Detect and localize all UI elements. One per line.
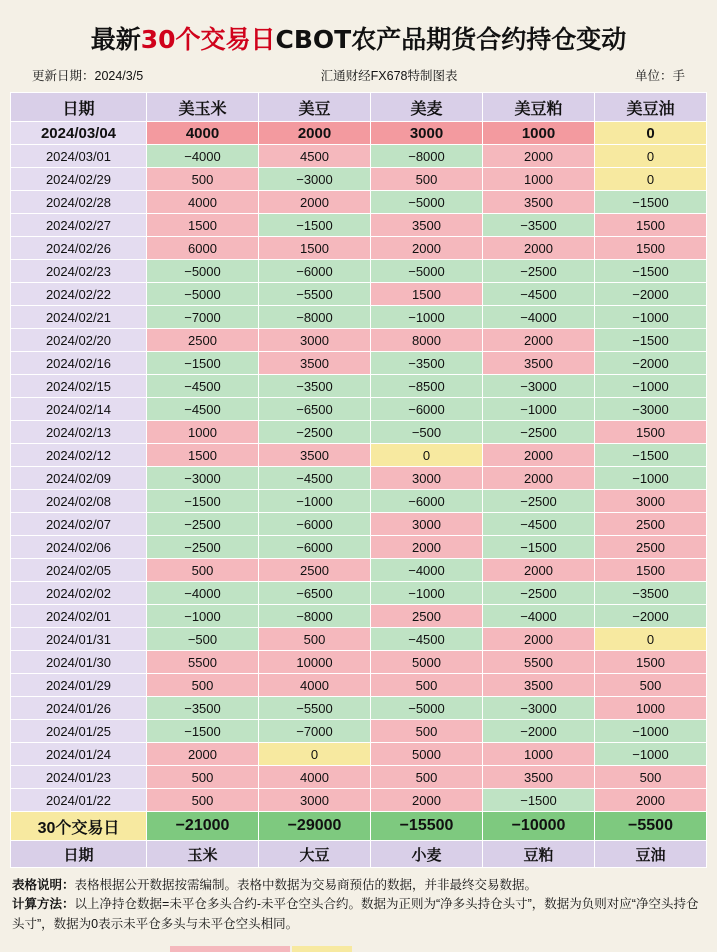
table-row [11, 697, 707, 720]
cell-美豆粕: 2000 [483, 559, 595, 582]
cell-美豆粕: −3000 [483, 697, 595, 720]
cell-美豆油: 2500 [595, 513, 707, 536]
cell-美麦: 500 [371, 720, 483, 743]
row-date: 2024/02/21 [11, 306, 147, 329]
table-row [11, 375, 707, 398]
row-date: 2024/03/04 [11, 122, 147, 145]
footer-header-row [11, 841, 707, 868]
notes-line-2-text: 以上净持仓数据=未平仓多头合约-未平仓空头合约。数据为正则为“净多头持仓头寸”，数据为负则对应“净空头持仓头寸”，数据为0表示未平仓多头与未平仓空头相同。 [12, 897, 699, 931]
cell-美豆: 4000 [259, 766, 371, 789]
cell-美玉米: −1500 [147, 352, 259, 375]
cell-美豆: −1000 [259, 490, 371, 513]
bottom-strip-yellow [292, 946, 352, 952]
cell-美玉米: 500 [147, 766, 259, 789]
cell-美豆: −2500 [259, 421, 371, 444]
page-title [10, 8, 707, 66]
cell-美麦: −8000 [371, 145, 483, 168]
cell-美豆粕: −2500 [483, 260, 595, 283]
table-row [11, 559, 707, 582]
cell-美豆: −3500 [259, 375, 371, 398]
cell-美玉米: 500 [147, 789, 259, 812]
row-date: 2024/02/06 [11, 536, 147, 559]
cell-美豆粕: −4500 [483, 283, 595, 306]
cell-美玉米: −500 [147, 628, 259, 651]
cell-美麦: 2000 [371, 789, 483, 812]
cell-美玉米: −3500 [147, 697, 259, 720]
cell-美玉米: 4000 [147, 122, 259, 145]
cell-美豆: 3500 [259, 352, 371, 375]
table-row [11, 398, 707, 421]
row-date: 2024/02/22 [11, 283, 147, 306]
sum-value-2: −15500 [371, 812, 483, 841]
cell-美麦: −5000 [371, 191, 483, 214]
cell-美豆油: 1500 [595, 421, 707, 444]
footer-column-0: 日期 [11, 841, 147, 868]
cell-美豆: 0 [259, 743, 371, 766]
cell-美豆: −6000 [259, 513, 371, 536]
row-date: 2024/02/12 [11, 444, 147, 467]
row-date: 2024/02/08 [11, 490, 147, 513]
cell-美麦: −5000 [371, 260, 483, 283]
cell-美豆粕: 2000 [483, 237, 595, 260]
cell-美豆油: 0 [595, 145, 707, 168]
cell-美豆: 4500 [259, 145, 371, 168]
cell-美豆粕: −2500 [483, 490, 595, 513]
cell-美豆油: 1500 [595, 237, 707, 260]
cell-美豆: 3000 [259, 789, 371, 812]
cell-美豆粕: −2500 [483, 582, 595, 605]
table-row [11, 582, 707, 605]
row-date: 2024/02/16 [11, 352, 147, 375]
cell-美豆油: −2000 [595, 605, 707, 628]
cell-美豆油: 1500 [595, 214, 707, 237]
table-head [11, 93, 707, 122]
cell-美麦: −4500 [371, 628, 483, 651]
cell-美豆油: 1500 [595, 559, 707, 582]
cell-美豆: −1500 [259, 214, 371, 237]
cell-美玉米: 6000 [147, 237, 259, 260]
table-row [11, 628, 707, 651]
cell-美麦: −500 [371, 421, 483, 444]
table-row [11, 283, 707, 306]
cell-美豆: 10000 [259, 651, 371, 674]
row-date: 2024/01/31 [11, 628, 147, 651]
cell-美豆粕: 2000 [483, 628, 595, 651]
sum-label: 30个交易日 [11, 812, 147, 841]
cell-美玉米: 1500 [147, 444, 259, 467]
cell-美豆油: −1500 [595, 329, 707, 352]
cell-美麦: 3000 [371, 467, 483, 490]
cell-美豆油: 0 [595, 628, 707, 651]
cell-美豆油: −1500 [595, 444, 707, 467]
footer-column-5: 豆油 [595, 841, 707, 868]
cell-美麦: 3000 [371, 122, 483, 145]
title-mid: CBOT [275, 25, 352, 54]
table-row [11, 651, 707, 674]
update-date: 更新日期：2024/3/5 [32, 69, 144, 83]
cell-美玉米: 2000 [147, 743, 259, 766]
bottom-strip-pink [170, 946, 290, 952]
cell-美麦: −6000 [371, 490, 483, 513]
cell-美豆油: −2000 [595, 283, 707, 306]
cell-美豆油: −2000 [595, 352, 707, 375]
cell-美豆油: −1000 [595, 375, 707, 398]
cell-美豆油: −1500 [595, 191, 707, 214]
row-date: 2024/02/01 [11, 605, 147, 628]
row-date: 2024/01/25 [11, 720, 147, 743]
cell-美豆: 2500 [259, 559, 371, 582]
table-row [11, 605, 707, 628]
table-foot [11, 812, 707, 868]
notes-line-1-text: 表格根据公开数据按需编制。表格中数据为交易商预估的数据，并非最终交易数据。 [74, 878, 538, 892]
cell-美豆: −5500 [259, 283, 371, 306]
cell-美玉米: 1000 [147, 421, 259, 444]
cell-美豆粕: −1500 [483, 536, 595, 559]
cell-美豆粕: 3500 [483, 766, 595, 789]
cell-美麦: 1500 [371, 283, 483, 306]
cell-美麦: −3500 [371, 352, 483, 375]
cell-美豆粕: −1500 [483, 789, 595, 812]
cell-美豆: −8000 [259, 306, 371, 329]
cell-美豆粕: 3500 [483, 191, 595, 214]
cell-美豆: 1500 [259, 237, 371, 260]
cell-美玉米: 500 [147, 168, 259, 191]
cell-美豆: −7000 [259, 720, 371, 743]
cell-美豆: −8000 [259, 605, 371, 628]
cell-美豆: 4000 [259, 674, 371, 697]
table-row [11, 191, 707, 214]
cell-美豆粕: −3000 [483, 375, 595, 398]
table-row [11, 513, 707, 536]
cell-美麦: −4000 [371, 559, 483, 582]
table-row [11, 329, 707, 352]
cell-美豆油: 2000 [595, 789, 707, 812]
column-header-2: 美豆 [259, 93, 371, 122]
cell-美麦: 8000 [371, 329, 483, 352]
source-label: 汇通财经FX678特制图表 [320, 69, 458, 83]
cell-美玉米: −1000 [147, 605, 259, 628]
sum-value-1: −29000 [259, 812, 371, 841]
cell-美豆油: −1000 [595, 467, 707, 490]
cell-美玉米: −4000 [147, 145, 259, 168]
cell-美豆粕: 1000 [483, 743, 595, 766]
cell-美豆油: 2500 [595, 536, 707, 559]
cell-美麦: 3500 [371, 214, 483, 237]
cell-美豆油: 1000 [595, 697, 707, 720]
footer-column-4: 豆粕 [483, 841, 595, 868]
table-row [11, 743, 707, 766]
cell-美豆粕: 1000 [483, 168, 595, 191]
table-row [11, 789, 707, 812]
column-header-0: 日期 [11, 93, 147, 122]
row-date: 2024/02/05 [11, 559, 147, 582]
table-row [11, 214, 707, 237]
sum-value-4: −5500 [595, 812, 707, 841]
column-header-5: 美豆油 [595, 93, 707, 122]
cell-美豆粕: 3500 [483, 674, 595, 697]
table-row [11, 766, 707, 789]
title-prefix: 最新 [90, 25, 141, 54]
cell-美豆粕: 2000 [483, 329, 595, 352]
cell-美玉米: −5000 [147, 260, 259, 283]
cell-美玉米: −1500 [147, 490, 259, 513]
row-date: 2024/03/01 [11, 145, 147, 168]
cell-美豆油: −1000 [595, 306, 707, 329]
row-date: 2024/02/27 [11, 214, 147, 237]
cell-美豆油: −3000 [595, 398, 707, 421]
cell-美玉米: −3000 [147, 467, 259, 490]
row-date: 2024/02/28 [11, 191, 147, 214]
table-row [11, 168, 707, 191]
table-row [11, 674, 707, 697]
cell-美豆油: 0 [595, 168, 707, 191]
cell-美豆粕: 3500 [483, 352, 595, 375]
row-date: 2024/02/13 [11, 421, 147, 444]
cell-美豆油: 1500 [595, 651, 707, 674]
notes-block [10, 876, 707, 934]
cell-美麦: 500 [371, 674, 483, 697]
cell-美豆粕: 2000 [483, 145, 595, 168]
cell-美玉米: −4500 [147, 398, 259, 421]
cell-美豆: −5500 [259, 697, 371, 720]
cell-美麦: 2500 [371, 605, 483, 628]
row-date: 2024/01/23 [11, 766, 147, 789]
cell-美豆油: −3500 [595, 582, 707, 605]
cell-美豆油: 3000 [595, 490, 707, 513]
table-row [11, 467, 707, 490]
cell-美玉米: 500 [147, 674, 259, 697]
cell-美豆粕: −2500 [483, 421, 595, 444]
cell-美麦: −1000 [371, 306, 483, 329]
row-date: 2024/02/02 [11, 582, 147, 605]
cell-美麦: −5000 [371, 697, 483, 720]
table-row [11, 444, 707, 467]
table-row [11, 490, 707, 513]
cell-美麦: −1000 [371, 582, 483, 605]
cell-美豆: −4500 [259, 467, 371, 490]
sum-value-0: −21000 [147, 812, 259, 841]
cell-美玉米: 2500 [147, 329, 259, 352]
cell-美玉米: 500 [147, 559, 259, 582]
cell-美玉米: −2500 [147, 536, 259, 559]
table-row [11, 421, 707, 444]
table-row [11, 352, 707, 375]
bottom-strip [0, 946, 717, 952]
title-number: 30个交易日 [140, 25, 276, 54]
cell-美豆: 2000 [259, 191, 371, 214]
notes-line-2-label: 计算方法： [12, 897, 75, 912]
sum-value-3: −10000 [483, 812, 595, 841]
table-row [11, 306, 707, 329]
sub-header-bar [10, 66, 707, 92]
sum-row [11, 812, 707, 841]
cell-美玉米: −4500 [147, 375, 259, 398]
cell-美豆: 3000 [259, 329, 371, 352]
cell-美豆: −3000 [259, 168, 371, 191]
cell-美豆油: 500 [595, 766, 707, 789]
cell-美豆油: −1000 [595, 720, 707, 743]
column-header-1: 美玉米 [147, 93, 259, 122]
cell-美豆粕: −4000 [483, 306, 595, 329]
cell-美麦: −6000 [371, 398, 483, 421]
column-header-3: 美麦 [371, 93, 483, 122]
table-row [11, 237, 707, 260]
cell-美麦: 0 [371, 444, 483, 467]
cell-美豆油: −1000 [595, 743, 707, 766]
cell-美豆粕: −2000 [483, 720, 595, 743]
notes-line-1-label: 表格说明： [12, 878, 75, 892]
notes-line-2 [12, 895, 705, 934]
cell-美豆: −6000 [259, 536, 371, 559]
row-date: 2024/02/07 [11, 513, 147, 536]
positions-table [10, 92, 707, 868]
notes-line-1 [12, 876, 705, 895]
row-date: 2024/01/22 [11, 789, 147, 812]
cell-美玉米: −7000 [147, 306, 259, 329]
row-date: 2024/02/29 [11, 168, 147, 191]
cell-美豆粕: 1000 [483, 122, 595, 145]
table-row [11, 536, 707, 559]
footer-column-2: 大豆 [259, 841, 371, 868]
table-row [11, 720, 707, 743]
cell-美豆粕: −4500 [483, 513, 595, 536]
table-row [11, 145, 707, 168]
cell-美玉米: −2500 [147, 513, 259, 536]
row-date: 2024/02/14 [11, 398, 147, 421]
cell-美豆: −6000 [259, 260, 371, 283]
table-row [11, 260, 707, 283]
row-date: 2024/02/09 [11, 467, 147, 490]
cell-美豆油: −1500 [595, 260, 707, 283]
cell-美玉米: 4000 [147, 191, 259, 214]
row-date: 2024/01/24 [11, 743, 147, 766]
cell-美豆: −6500 [259, 398, 371, 421]
cell-美豆粕: 2000 [483, 444, 595, 467]
row-date: 2024/02/23 [11, 260, 147, 283]
footer-column-1: 玉米 [147, 841, 259, 868]
cell-美玉米: 1500 [147, 214, 259, 237]
unit-label: 单位：手 [634, 69, 685, 83]
cell-美麦: 500 [371, 168, 483, 191]
title-suffix: 农产品期货合约持仓变动 [351, 25, 627, 54]
cell-美豆粕: −4000 [483, 605, 595, 628]
cell-美豆: 500 [259, 628, 371, 651]
row-date: 2024/01/26 [11, 697, 147, 720]
cell-美麦: 5000 [371, 743, 483, 766]
cell-美豆油: 500 [595, 674, 707, 697]
cell-美麦: 2000 [371, 536, 483, 559]
cell-美玉米: −5000 [147, 283, 259, 306]
cell-美豆粕: 5500 [483, 651, 595, 674]
cell-美豆: 2000 [259, 122, 371, 145]
row-date: 2024/02/26 [11, 237, 147, 260]
table-body [11, 122, 707, 812]
header-row [11, 93, 707, 122]
cell-美玉米: −4000 [147, 582, 259, 605]
row-date: 2024/01/30 [11, 651, 147, 674]
cell-美豆: 3500 [259, 444, 371, 467]
cell-美麦: 2000 [371, 237, 483, 260]
cell-美豆油: 0 [595, 122, 707, 145]
cell-美玉米: −1500 [147, 720, 259, 743]
row-date: 2024/01/29 [11, 674, 147, 697]
column-header-4: 美豆粕 [483, 93, 595, 122]
table-row [11, 122, 707, 145]
row-date: 2024/02/15 [11, 375, 147, 398]
cell-美豆粕: −1000 [483, 398, 595, 421]
footer-column-3: 小麦 [371, 841, 483, 868]
row-date: 2024/02/20 [11, 329, 147, 352]
cell-美豆粕: 2000 [483, 467, 595, 490]
cell-美麦: 3000 [371, 513, 483, 536]
cell-美麦: 5000 [371, 651, 483, 674]
cell-美豆粕: −3500 [483, 214, 595, 237]
cell-美麦: −8500 [371, 375, 483, 398]
cell-美豆: −6500 [259, 582, 371, 605]
cell-美玉米: 5500 [147, 651, 259, 674]
cell-美麦: 500 [371, 766, 483, 789]
